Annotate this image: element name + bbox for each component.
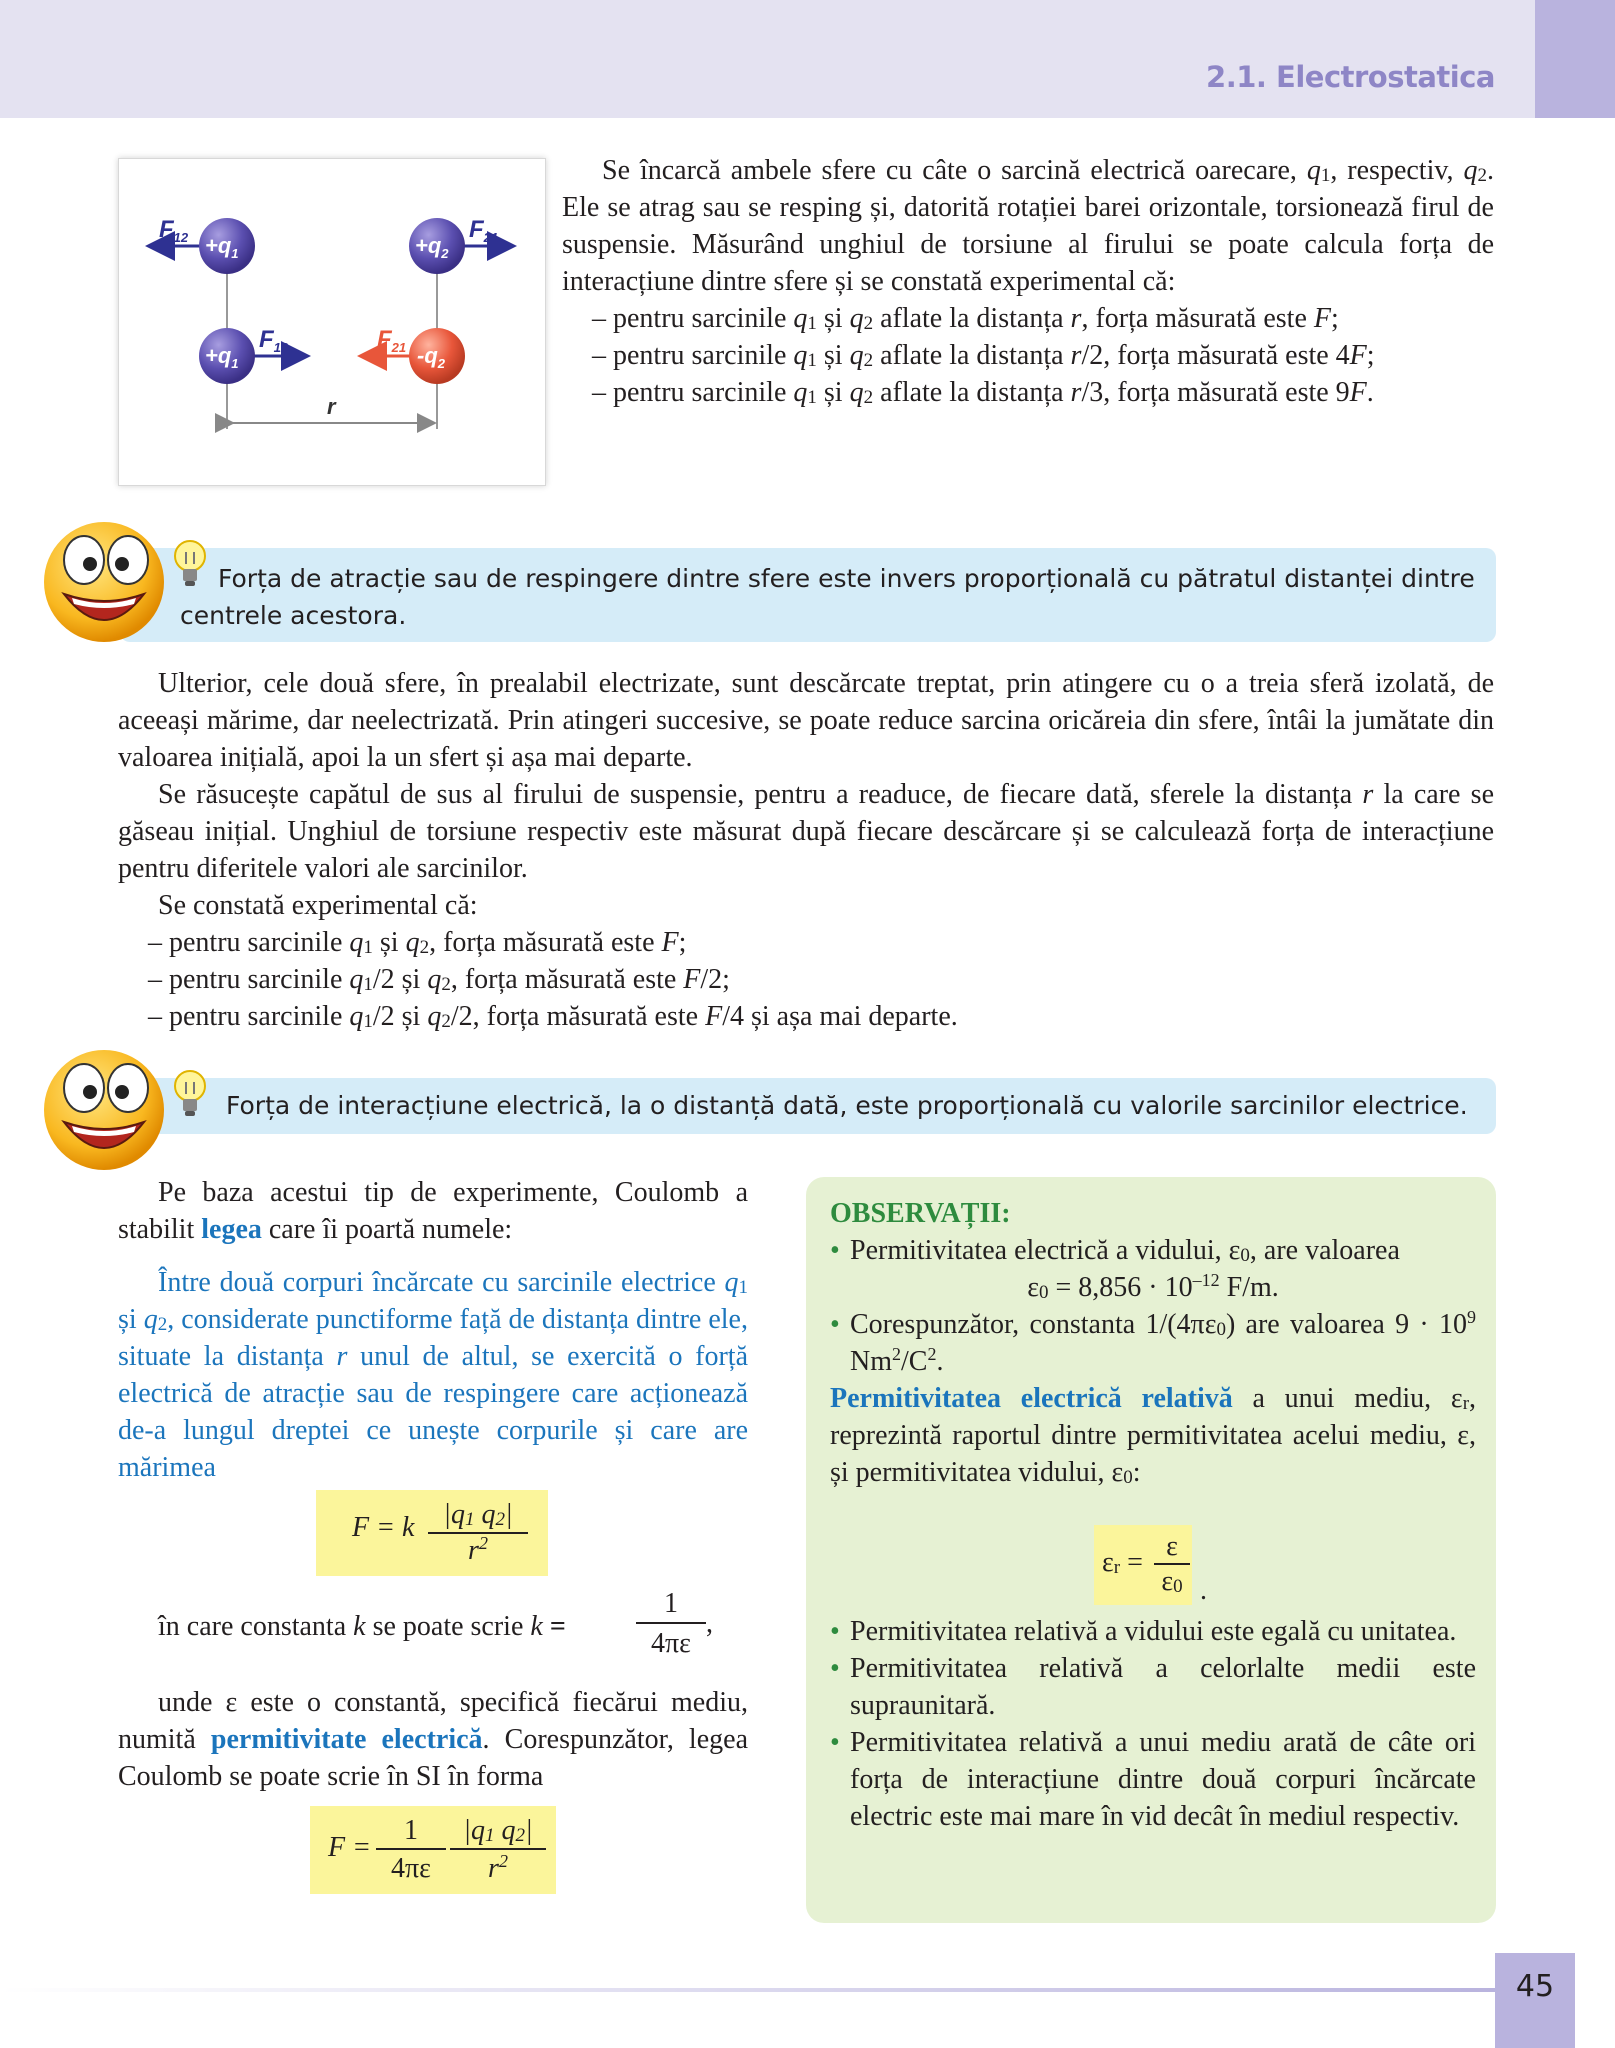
intro-item-2: – pentru sarcinile $q_1$ și $q_2$ aflate la distanța r/2, forța măsurată este 4F; xyxy=(592,340,1375,371)
eps-r-numerator: ε xyxy=(1154,1531,1190,1565)
footer-line xyxy=(0,1988,1495,1992)
lightbulb-icon-2 xyxy=(172,1068,208,1122)
middle-paragraph-1: Ulterior, cele două sfere, în prealabil electrizate, sunt descărcate treptat, prin atingere cu o a treia sferă izolată, de aceeași mărime, dar neelectrizată. Prin atingeri succesive, se poate reduce sarcina oricăreia din sfere, întâi la jumătate din valoarea inițială, apoi la un sfert și așa mai departe. xyxy=(118,668,1494,773)
k-denominator: 4πε xyxy=(651,1628,691,1659)
formula-coulomb-1 xyxy=(316,1490,548,1576)
intro-item-3: – pentru sarcinile $q_1$ și $q_2$ aflate la distanța r/3, forța măsurată este 9F. xyxy=(592,377,1374,408)
label-q2-top: $+q_2$ xyxy=(415,233,449,261)
formula-2-lhs: F = xyxy=(328,1832,371,1863)
label-f12-top: $F_{12}$ xyxy=(159,216,189,245)
section-title: 2.1. Electrostatica xyxy=(1206,60,1495,94)
page-number-box xyxy=(1495,1953,1575,2048)
middle-text xyxy=(118,665,1494,1035)
eps-r-fraction xyxy=(1154,1531,1190,1599)
observations-title: OBSERVAȚII: xyxy=(830,1198,1011,1229)
header-band xyxy=(0,0,1535,118)
k-fraction xyxy=(636,1586,706,1664)
eps-r-denominator: $\varepsilon_0$ xyxy=(1161,1566,1183,1597)
formula-1-fraction xyxy=(428,1498,528,1568)
obs-bullet-5: • Permitivitatea relativă a unui mediu arată de câte ori forța de interacțiune dintre două corpuri încărcate electric este mai mare în vid decât în mediul respectiv. xyxy=(830,1724,1476,1835)
formula-2-frac-b xyxy=(450,1814,546,1888)
formula-2-frac-a xyxy=(376,1814,446,1888)
header-tab xyxy=(1535,0,1615,118)
label-r: r xyxy=(327,394,336,419)
formula-2-num-a: 1 xyxy=(376,1814,446,1850)
k-comma: , xyxy=(706,1608,713,1639)
label-f21-top: $F_{21}$ xyxy=(469,216,499,245)
formula-2-num-b: $|q_1$ $q_2|$ xyxy=(450,1814,546,1850)
smiley-icon xyxy=(36,512,172,648)
formula-eps-r xyxy=(1094,1525,1192,1605)
obs-bullet-2: • Corespunzător, constanta $1/(4\pi\varepsilon_0)$ are valoarea $9 \cdot 10^9$ $Nm^2/C^2$. xyxy=(830,1306,1476,1380)
formula-1-denominator: $r^2$ xyxy=(468,1533,488,1566)
middle-item-3: – pentru sarcinile $q_1/2$ și $q_2/2$, forța măsurată este F/4 și așa mai departe. xyxy=(148,1001,958,1032)
law-paragraph: Între două corpuri încărcate cu sarcinile electrice $q_1$ și $q_2$, considerate punctiforme față de distanța dintre ele, situate la distanța r unul de altul, se exercită o forță electrică de atracție sau de respingere care acționează de-a lungul dreptei ce unește corpurile și care are mărimea xyxy=(118,1267,749,1483)
obs-eps0-formula: $\varepsilon_0 = 8,856 \cdot 10^{-12}$ F/m. xyxy=(1027,1270,1279,1303)
obs-bullet-3: • Permitivitatea relativă a vidului este egală cu unitatea. xyxy=(830,1613,1476,1650)
coulomb-law-statement xyxy=(118,1264,748,1486)
label-f12-bottom: $F_{12}$ xyxy=(259,326,289,355)
label-q1-top: $+q_1$ xyxy=(205,233,239,261)
label-q2-bottom: $-q_2$ xyxy=(417,343,445,371)
eps-r-lhs: $\varepsilon_r$ = xyxy=(1102,1547,1143,1578)
label-q1-bottom: $+q_1$ xyxy=(205,343,239,371)
tip-box-1 xyxy=(120,548,1496,642)
formula-1-lhs: F = k xyxy=(352,1512,415,1543)
permitivitate-term: permitivitate electrică xyxy=(210,1724,483,1755)
middle-item-1: – pentru sarcinile $q_1$ și $q_2$, forța măsurată este F; xyxy=(148,927,687,958)
perm-text: unde ε este o constantă, specifică fiecărui mediu, numită permitivitate electrică. Corespunzător, legea Coulomb se poate scrie în SI în forma xyxy=(118,1687,748,1792)
middle-paragraph-2: Se răsucește capătul de sus al firului de suspensie, pentru a readuce, de fiecare dată, sferele la distanța r la care se găseau inițial. Unghiul de torsiune respectiv este măsurat după fiecare descărcare și se calculează forța de interacțiune pentru diferitele valori ale sarcinilor. xyxy=(118,779,1495,884)
diagram-svg xyxy=(119,159,545,485)
obs-relative-def: Permitivitatea electrică relativă a unui mediu, $\varepsilon_r$, reprezintă raportul dintre permitivitatea acelui mediu, ε, și permitivitatea vidului, $\varepsilon_0$: xyxy=(830,1383,1477,1488)
observations-content xyxy=(830,1195,1476,1491)
intro-item-1: – pentru sarcinile $q_1$ și $q_2$ aflate la distanța r, forța măsurată este F; xyxy=(592,303,1339,334)
formula-1-numerator: $|q_1$ $q_2|$ xyxy=(428,1498,528,1534)
coulomb-intro-paragraph: Pe baza acestui tip de experimente, Coulomb a stabilit legea care îi poartă numele: xyxy=(118,1177,748,1245)
label-f21-bottom: $F_{21}$ xyxy=(377,326,407,355)
tip-box-2 xyxy=(120,1078,1496,1134)
lightbulb-icon xyxy=(172,538,208,592)
coulomb-intro xyxy=(118,1174,748,1248)
intro-paragraph: Se încarcă ambele sfere cu câte o sarcină electrică oarecare, $q_1$, respectiv, $q_2$. Ele se atrag sau se resping și, datorită rotației barei orizontale, torsionează firul de suspensie. Măsurând unghiul de torsiune al firului se poate calcula forța de interacțiune dintre sfere și se constată experimental că: xyxy=(562,155,1494,297)
k-constant-line: în care constanta k se poate scrie k = xyxy=(158,1611,566,1642)
permittivity-paragraph xyxy=(118,1684,748,1795)
tip-1-text: Forța de atracție sau de respingere dintre sfere este invers proporțională cu pătratul distanței dintre centrele acestora. xyxy=(180,564,1475,630)
k-numerator: 1 xyxy=(636,1586,706,1624)
formula-coulomb-si xyxy=(310,1806,556,1894)
middle-item-2: – pentru sarcinile $q_1/2$ și $q_2$, forța măsurată este F/2; xyxy=(148,964,730,995)
eps-r-dot: . xyxy=(1200,1575,1207,1606)
formula-2-den-b: $r^2$ xyxy=(488,1851,508,1884)
coulomb-diagram xyxy=(118,158,546,486)
legea-term: legea xyxy=(201,1214,262,1245)
smiley-icon-2 xyxy=(36,1040,172,1176)
middle-paragraph-3: Se constată experimental că: xyxy=(158,890,478,921)
observations-content-2 xyxy=(830,1613,1476,1835)
obs-bullet-4: • Permitivitatea relativă a celorlalte medii este supraunitară. xyxy=(830,1650,1476,1724)
page-number: 45 xyxy=(1515,1969,1555,2004)
formula-2-den-a: 4πε xyxy=(391,1853,431,1884)
tip-2-text: Forța de interacțiune electrică, la o distanță dată, este proporțională cu valorile sarcinilor electrice. xyxy=(226,1091,1468,1120)
intro-text xyxy=(562,152,1494,411)
observations-box xyxy=(806,1177,1496,1923)
obs-bullet-1: • Permitivitatea electrică a vidului, $\varepsilon_0$, are valoarea xyxy=(830,1232,1476,1269)
